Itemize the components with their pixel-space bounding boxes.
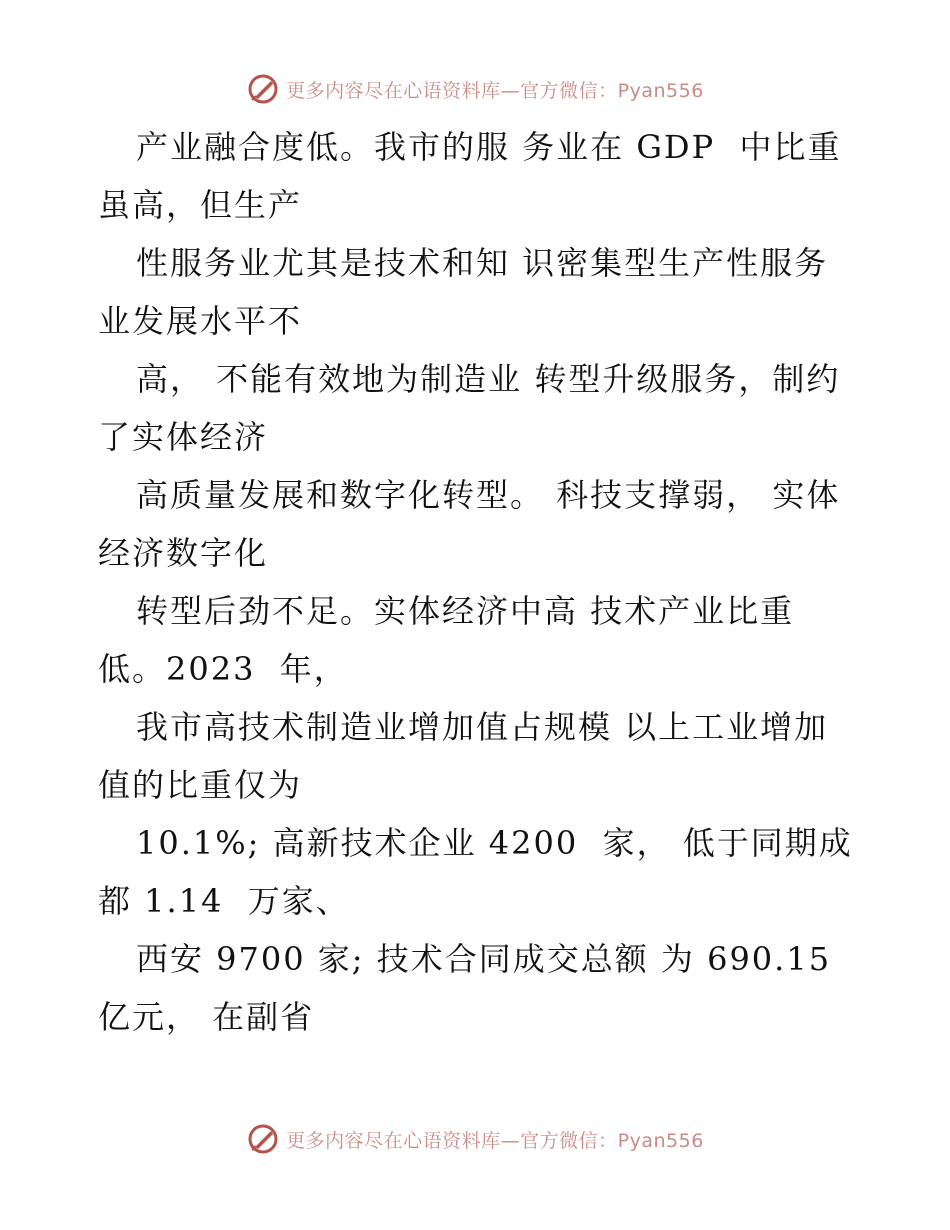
header-banner-text: 更多内容尽在心语资料库—官方微信：Pyan556 <box>286 79 704 102</box>
header-watermark-banner <box>0 72 950 106</box>
footer-watermark-banner <box>0 1122 950 1156</box>
text-line: 我市高技术制造业增加值占规模 以上工业增加 <box>136 708 829 746</box>
text-line: 转型后劲不足。实体经济中高 技术产业比重 <box>136 592 795 630</box>
text-line: 西安 9700 家; 技术合同成交总额 为 690.15 <box>136 940 832 978</box>
text-line: 10.1%; 高新技术企业 4200 家， 低于同期成 <box>136 824 853 862</box>
footer-banner-text: 更多内容尽在心语资料库—官方微信：Pyan556 <box>286 1129 704 1152</box>
text-line: 高， 不能有效地为制造业 转型升级服务，制约 <box>136 360 841 398</box>
text-line: 经济数字化 <box>98 534 269 572</box>
text-line: 虽高，但生产 <box>98 186 303 224</box>
text-line: 低。2023 年， <box>98 650 348 688</box>
quill-seal-icon <box>246 72 280 106</box>
text-line: 高质量发展和数字化转型。 科技支撑弱， 实体 <box>136 476 841 514</box>
text-line: 了实体经济 <box>98 418 269 456</box>
text-line: 亿元， 在副省 <box>98 998 315 1036</box>
text-line: 值的比重仅为 <box>98 766 303 804</box>
quill-seal-icon <box>246 1122 280 1156</box>
text-line: 性服务业尤其是技术和知 识密集型生产性服务 <box>136 244 829 282</box>
document-body <box>98 118 858 1046</box>
text-line: 都 1.14 万家、 <box>98 882 350 920</box>
text-line: 业发展水平不 <box>98 302 303 340</box>
text-line: 产业融合度低。我市的服 务业在 GDP 中比重 <box>136 128 842 166</box>
